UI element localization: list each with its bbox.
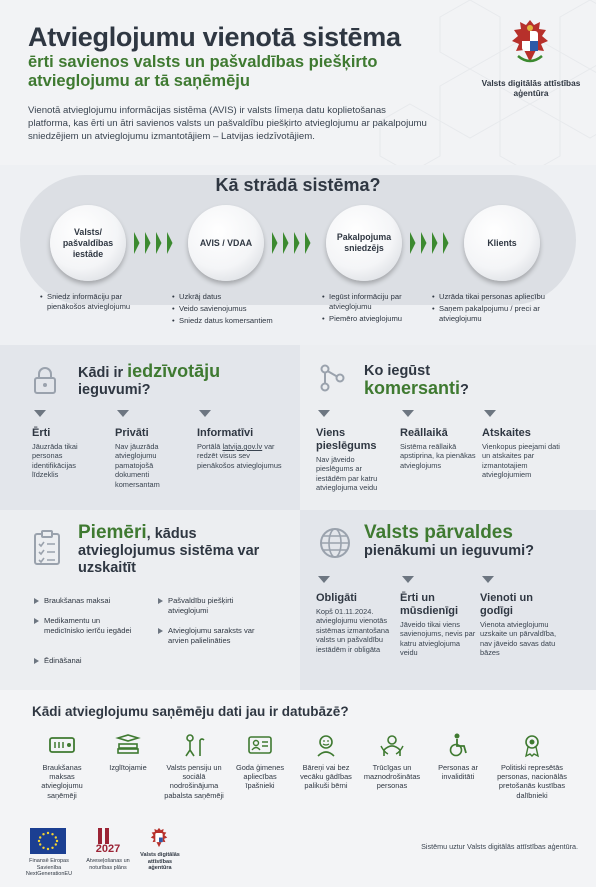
pointer-icon (34, 410, 46, 417)
column-text (197, 442, 283, 470)
agency-short-name: Valsts digitālās attīstības aģentūra (140, 852, 180, 871)
heading-text: ieguvumi? (78, 382, 151, 398)
heading-highlight: Valsts pārvaldes (364, 522, 513, 543)
database-item (360, 732, 424, 791)
text: Portālā (197, 442, 223, 451)
column-title: Viens pieslēgums (316, 427, 377, 452)
footer (0, 820, 596, 887)
heading-text: Kādi ir (78, 365, 128, 381)
pointer-icon (117, 410, 129, 417)
client-bullets (432, 292, 562, 326)
list-item: • Sniedz datus komersantiem (172, 316, 292, 326)
pointer-icon (402, 576, 414, 583)
agency-name: Valsts digitālās attīstības aģentūra (481, 78, 581, 98)
flow-node-client (464, 205, 540, 281)
globe-icon (318, 526, 352, 560)
maintainer-note: Sistēmu uztur Valsts digitālās attīstības aģentūra. (421, 842, 578, 851)
database-item (30, 732, 94, 800)
pension-icon (180, 732, 208, 758)
flow-node-institution (50, 205, 126, 281)
database-item (294, 732, 358, 791)
database-item-label: Politiski represētās personas, nacionālās pretošanās kustības dalībnieki (497, 763, 567, 800)
database-item-label: Braukšanas maksas atvieglojumu saņēmēji (41, 763, 83, 800)
pointer-icon (482, 576, 494, 583)
recovery-plan-logo-icon (96, 826, 118, 844)
heading-highlight: komersanti (364, 378, 461, 398)
network-icon (316, 363, 346, 393)
database-item (96, 732, 160, 772)
heading-highlight: Piemēri (78, 522, 147, 543)
list-item: • Veido savienojumus (172, 304, 292, 314)
database-item-label: Valsts pensiju un sociālā nodrošinājuma pabalsta saņēmēji (164, 763, 224, 800)
list-item: • Sniedz informāciju par pienākošos atvieglojumu (40, 292, 152, 312)
heading-text: pienākumi un ieguvumi? (364, 543, 534, 559)
example-item: Pašvaldību piešķirti atvieglojumi (158, 596, 268, 615)
ticket-icon (48, 732, 76, 758)
database-item-label: Goda ģimenes apliecības īpašnieki (235, 763, 285, 791)
column-text: Sistēma reāllaikā apstiprina, ka pienākas atvieglojums (400, 442, 476, 470)
example-item: Atvieglojumu saraksts var arvien palielināties (158, 626, 268, 645)
institution-bullets (40, 292, 152, 314)
list-item: • Saņem pakalpojumu / preci ar atvieglojumu (432, 304, 562, 324)
pointer-icon (318, 576, 330, 583)
eu-funding-text: Finansē Eiropas Savienība NextGenerationEU (25, 858, 73, 877)
column-text: Kopš 01.11.2024. atvieglojumu vienotās sistēmas izmantošana valsts un pašvaldību iestādēm ir obligāta (316, 607, 390, 654)
text: var redzēt visus sev pienākošos atvieglojumus (197, 442, 282, 470)
heading-text: ? (460, 382, 469, 398)
books-icon (114, 732, 142, 758)
heading-text: , kādus atvieglojumus sistēma var uzskaitīt (78, 526, 260, 576)
database-title: Kādi atvieglojumu saņēmēju dati jau ir datubāzē? (32, 704, 349, 719)
recovery-plan-text: Atveseļošanas un noturības plāns (86, 858, 130, 871)
how-title: Kā strādā sistēma? (215, 175, 381, 195)
database-item-label: Personas ar invaliditāti (438, 763, 478, 782)
example-item: Ēdināšanai (34, 656, 134, 666)
column-text: Vienota atvieglojumu uzskaite un pārvaldība, nav jāveido savas datu bāzes (480, 620, 557, 658)
residents-section (0, 345, 300, 510)
column-title: Ērti un mūsdienīgi (400, 592, 459, 617)
flow-node-avis (188, 205, 264, 281)
column-text: Nav jāveido pieslēgums ar iestādēm par katru atvieglojuma veidu (316, 455, 378, 493)
plan-year: 2027 (95, 843, 121, 855)
flow-node-provider (326, 205, 402, 281)
column-title: Vienoti un godīgi (480, 592, 533, 617)
database-item (162, 732, 226, 800)
page-subtitle: ērti savienos valsts un pašvaldības piešķirto atvieglojumu ar tā saņēmēju (28, 53, 378, 90)
residents-heading (78, 363, 278, 399)
coat-of-arms-icon (506, 16, 554, 68)
child-icon (312, 732, 340, 758)
list-item: • Iegūst informāciju par atvieglojumu (322, 292, 418, 312)
list-item: • Uzkrāj datus (172, 292, 292, 302)
support-icon (378, 732, 406, 758)
database-item (228, 732, 292, 791)
column-title: Obligāti (316, 592, 357, 604)
examples-heading (78, 524, 288, 577)
eu-flag-icon (30, 828, 66, 854)
pointer-icon (402, 410, 414, 417)
id-card-icon (246, 732, 274, 758)
column-title: Reāllaikā (400, 427, 448, 439)
intro-text: Vienotā atvieglojumu informācijas sistēma (AVIS) ir valsts līmeņa datu koplietošanas platforma, kas ērti un ātri savienos valsts un pašvaldību piešķirto atvieglojumu ar pakalpojumu sniedzējiem un atvieglojumu izmantotājiem – Latvijas iedzīvotājiem. (28, 105, 427, 142)
database-item-label: Bāreņi vai bez vecāku gādības palikuši bērni (300, 763, 352, 791)
flow-node-label: Klients (487, 237, 517, 248)
column-text: Vienkopus pieejami dati un atskaites par izmantotajiem atvieglojumiem (482, 442, 560, 480)
administration-heading (364, 524, 590, 560)
merchants-section (300, 345, 596, 510)
pointer-icon (318, 410, 330, 417)
column-text: Jāuzrāda tikai personas identifikācijas līdzeklis (32, 442, 78, 480)
database-item-label: Izglītojamie (109, 763, 147, 772)
portal-link[interactable]: latvija.gov.lv (222, 442, 263, 451)
list-item: • Uzrāda tikai personas apliecību (432, 292, 562, 302)
pointer-icon (199, 410, 211, 417)
database-item-label: Trūcīgas un maznodrošinātas personas (363, 763, 421, 791)
lock-icon (30, 365, 60, 395)
list-item: • Piemēro atvieglojumu (322, 314, 418, 324)
coat-of-arms-icon (148, 826, 170, 850)
page-title: Atvieglojumu vienotā sistēma (28, 22, 401, 52)
pointer-icon (484, 410, 496, 417)
heading-highlight: iedzīvotāju (127, 361, 221, 381)
medal-icon (518, 732, 546, 758)
administration-section (300, 510, 596, 690)
how-it-works-section (0, 165, 596, 345)
heading-text: Ko iegūst (364, 363, 431, 379)
header (0, 0, 596, 165)
flow-node-label: AVIS / VDAA (199, 237, 253, 248)
provider-bullets (322, 292, 418, 326)
examples-section (0, 510, 300, 690)
disability-icon (444, 732, 472, 758)
database-item (426, 732, 490, 781)
example-item: Braukšanas maksai (34, 596, 146, 606)
column-text: Jāveido tikai viens savienojums, nevis par katru atvieglojuma veidu (400, 620, 476, 658)
database-item (494, 732, 570, 800)
column-text: Nav jāuzrāda atvieglojumu pamatojošā dokumenti komersantam (115, 442, 160, 489)
flow-node-label: Pakalpojuma sniedzējs (336, 232, 392, 253)
avis-bullets (172, 292, 292, 328)
column-title: Atskaites (482, 427, 531, 439)
merchants-heading (364, 363, 584, 399)
column-title: Ērti (32, 427, 51, 439)
flow-node-label: Valsts/ pašvaldības iestāde (62, 226, 114, 259)
column-title: Informatīvi (197, 427, 254, 439)
example-item: Medikamentu un medicīnisko ierīču iegādei (34, 616, 134, 635)
checklist-icon (32, 530, 62, 566)
column-title: Privāti (115, 427, 149, 439)
database-section (0, 690, 596, 820)
